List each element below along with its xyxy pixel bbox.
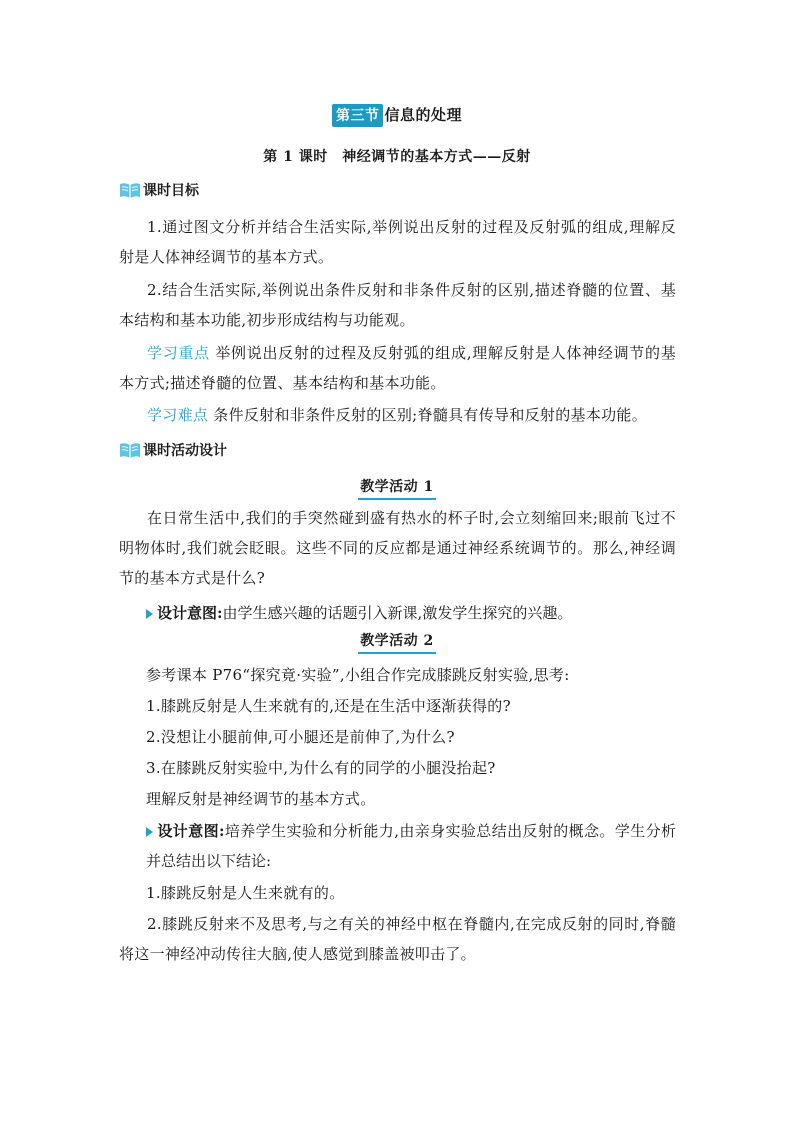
intent-label: 设计意图: [157,604,223,622]
activity-2-intent [146,816,676,876]
intent-label: 设计意图: [157,822,225,840]
difficult-points-label: 学习难点 [147,406,209,424]
activity-1-title [0,476,794,500]
section-title [0,104,794,127]
design-heading [119,440,227,460]
activity-2-question-1: 1.膝跳反射是人生来就有的,还是在生活中逐渐获得的? [146,697,511,715]
section-badge: 第三节 [332,104,384,127]
activity-2-question-2: 2.没想让小腿前伸,可小腿还是前伸了,为什么? [146,728,455,746]
conclusion-2: 2.膝跳反射来不及思考,与之有关的神经中枢在脊髓内,在完成反射的同时,脊髓将这一神经冲动传往大脑,使人感觉到膝盖被叩击了。 [119,915,676,963]
intent-text: 由学生感兴趣的话题引入新课,激发学生探究的兴趣。 [222,604,573,622]
goals-heading-text: 课时目标 [143,183,199,199]
book-icon [119,441,141,459]
key-points-label: 学习重点 [147,344,210,362]
difficult-points-text: 条件反射和非条件反射的区别;脊髓具有传导和反射的基本功能。 [208,406,648,424]
activity-1-text: 在日常生活中,我们的手突然碰到盛有热水的杯子时,会立刻缩回来;眼前飞过不明物体时,我们就会眨眼。这些不同的反应都是通过神经系统调节的。那么,神经调节的基本方式是什么? [119,509,676,587]
activity-1-title-text: 教学活动 1 [358,476,436,500]
activity-2-title-text: 教学活动 2 [358,630,436,654]
conclusion-1: 1.膝跳反射是人生来就有的。 [146,884,345,902]
goal-item-2: 2.结合生活实际,举例说出条件反射和非条件反射的区别,描述脊髓的位置、基本结构和基本功能,初步形成结构与功能观。 [119,281,676,329]
difficult-points [119,400,676,430]
activity-2-title [0,630,794,654]
intent-text: 培养学生实验和分析能力,由亲身实验总结出反射的概念。学生分析并总结出以下结论: [146,822,676,870]
design-heading-text: 课时活动设计 [143,443,227,459]
book-icon [119,181,141,199]
key-points [119,338,676,398]
activity-2-understand: 理解反射是神经调节的基本方式。 [146,790,376,808]
activity-2-intro: 参考课本 P76“探究竟·实验”,小组合作完成膝跳反射实验,思考: [146,666,570,684]
activity-2-question-3: 3.在膝跳反射实验中,为什么有的同学的小腿没抬起? [146,759,496,777]
key-points-text: 举例说出反射的过程及反射弧的组成,理解反射是人体神经调节的基本方式;描述脊髓的位置、基本结构和基本功能。 [119,344,676,392]
goal-item-1: 1.通过图文分析并结合生活实际,举例说出反射的过程及反射弧的组成,理解反射是人体神经调节的基本方式。 [119,218,676,266]
goals-heading [119,180,199,200]
lesson-title: 第 1 课时 神经调节的基本方式——反射 [263,149,531,165]
triangle-right-icon [146,827,153,837]
activity-1-intent [146,598,676,628]
triangle-right-icon [146,609,153,619]
section-title-text: 信息的处理 [384,106,462,124]
